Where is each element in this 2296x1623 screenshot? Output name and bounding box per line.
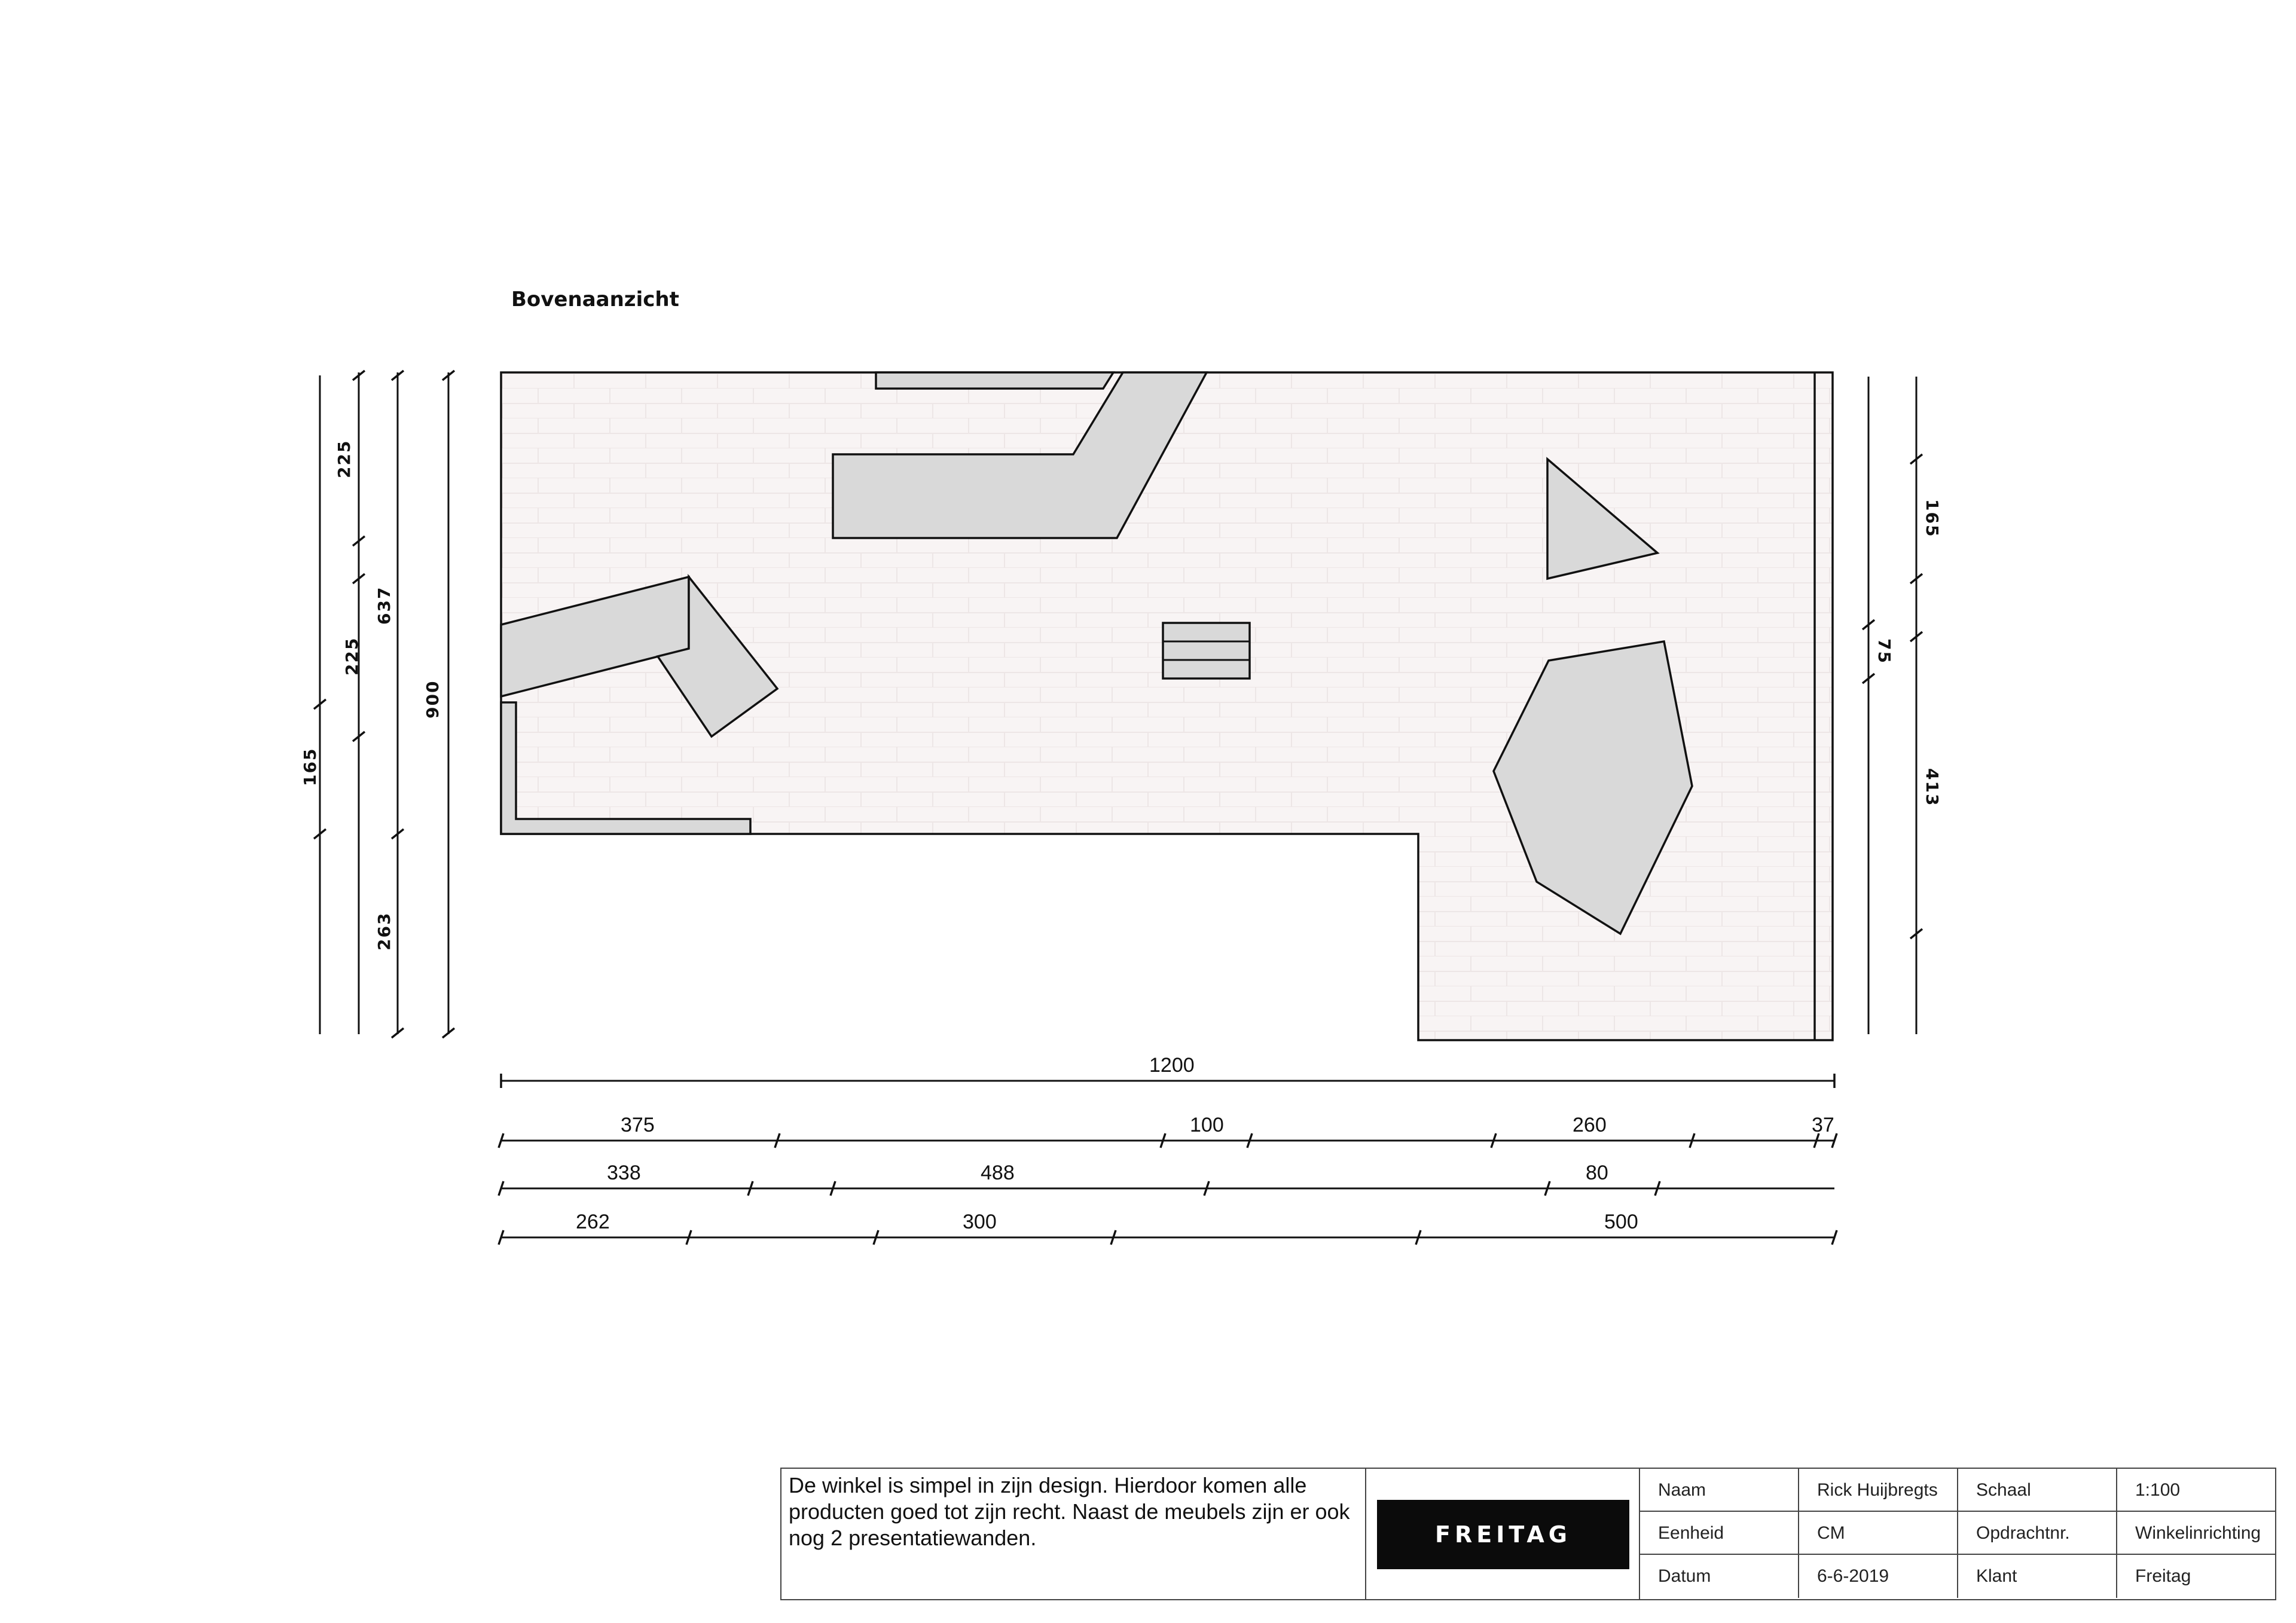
dim-row2-c: 80 xyxy=(1586,1162,1608,1184)
dim-left-225-a: 225 xyxy=(334,439,354,478)
dim-left-165: 165 xyxy=(300,747,320,786)
left-dimensions xyxy=(300,371,454,1038)
bottom-dimensions xyxy=(499,1054,1837,1245)
field-label-schaal: Schaal xyxy=(1958,1469,2117,1512)
field-value-eenheid: CM xyxy=(1799,1512,1958,1555)
dim-row3-b: 300 xyxy=(963,1211,997,1233)
dim-overall-width: 1200 xyxy=(1149,1054,1195,1077)
dim-row1-d: 37 xyxy=(1812,1114,1834,1136)
field-value-opdrachtnr: Winkelinrichting xyxy=(2117,1512,2275,1555)
dim-row2-b: 488 xyxy=(981,1162,1015,1184)
dim-left-225-b: 225 xyxy=(342,637,362,676)
dim-row3-a: 262 xyxy=(576,1211,610,1233)
dim-row2-a: 338 xyxy=(607,1162,641,1184)
drawing-title: Bovenaanzicht xyxy=(511,288,679,311)
field-label-eenheid: Eenheid xyxy=(1640,1512,1799,1555)
dim-left-900: 900 xyxy=(423,680,442,719)
dim-left-637: 637 xyxy=(374,586,394,625)
dim-right-165: 165 xyxy=(1922,499,1942,538)
field-label-klant: Klant xyxy=(1958,1555,2117,1598)
logo-cell xyxy=(1366,1469,1640,1599)
top-presentation-wall xyxy=(876,372,1113,389)
center-stool-stack xyxy=(1163,623,1250,678)
dim-row1-a: 375 xyxy=(621,1114,655,1136)
dim-right-413: 413 xyxy=(1922,768,1942,807)
title-block-fields xyxy=(1640,1469,2275,1599)
dim-right-75: 75 xyxy=(1874,638,1894,664)
dim-row1-b: 100 xyxy=(1190,1114,1224,1136)
freitag-logo: FREITAG xyxy=(1377,1500,1629,1569)
field-value-schaal: 1:100 xyxy=(2117,1469,2275,1512)
dim-row3-c: 500 xyxy=(1604,1211,1638,1233)
title-block xyxy=(780,1468,2276,1600)
field-value-naam: Rick Huijbregts xyxy=(1799,1469,1958,1512)
dim-row1-c: 260 xyxy=(1573,1114,1607,1136)
field-label-opdrachtnr: Opdrachtnr. xyxy=(1958,1512,2117,1555)
field-value-klant: Freitag xyxy=(2135,1566,2191,1586)
field-value-datum: 6-6-2019 xyxy=(1799,1555,1958,1598)
right-dimensions xyxy=(1863,377,1942,1034)
project-description: De winkel is simpel in zijn design. Hierdoor komen alle producten goed tot zijn recht. Naast de meubels zijn er ook nog 2 presentatiewanden. xyxy=(781,1469,1366,1599)
field-label-datum: Datum xyxy=(1640,1555,1799,1598)
field-label-naam: Naam xyxy=(1640,1469,1799,1512)
dim-left-263: 263 xyxy=(374,912,394,950)
